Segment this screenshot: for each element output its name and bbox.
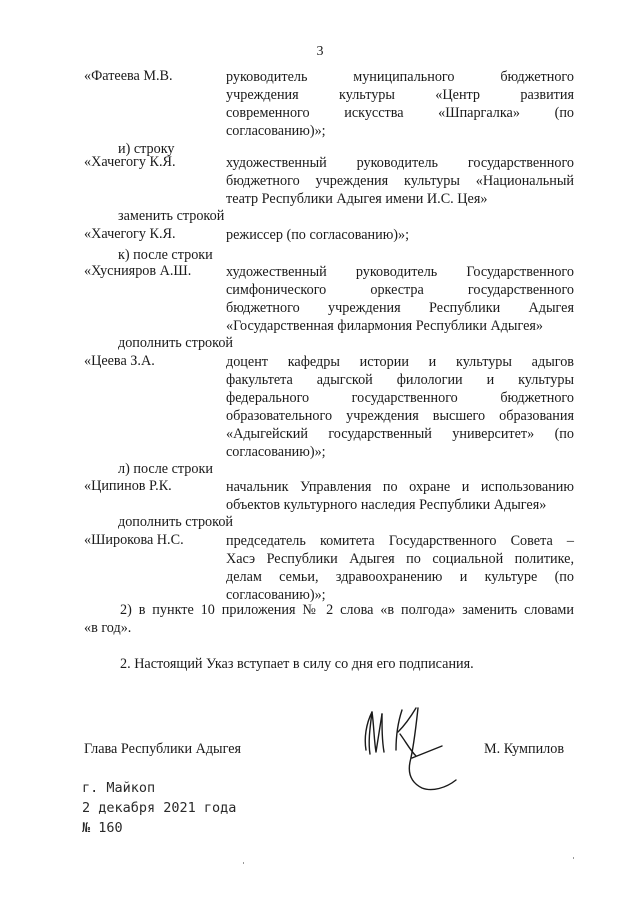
person-description — [226, 68, 574, 140]
description-line: режиссер (по согласованию)»; — [226, 227, 410, 243]
description-line: согласованию)»; — [226, 444, 326, 460]
description-line: современного искусства «Шпаргалка» (по — [226, 105, 574, 121]
scan-speck — [573, 857, 574, 859]
instruction-replace: заменить строкой — [118, 208, 225, 224]
description-line: доцент кафедры истории и культуры адыгов — [226, 354, 574, 370]
description-line: объектов культурного наследия Республики Адыгея» — [226, 497, 547, 513]
person-description — [226, 532, 574, 604]
handwritten-signature — [352, 700, 472, 795]
instruction-k: к) после строки — [118, 247, 213, 263]
description-line: театр Республики Адыгея имени И.С. Цея» — [226, 191, 488, 207]
page-number: 3 — [316, 44, 324, 59]
description-line: бюджетного учреждения культуры «Национальный — [226, 173, 574, 189]
paragraph-line: «в год». — [84, 620, 132, 636]
signatory-position: Глава Республики Адыгея — [84, 741, 242, 757]
description-line: согласованию)»; — [226, 587, 326, 603]
person-description — [226, 353, 574, 461]
article-2: 2. Настоящий Указ вступает в силу со дня его подписания. — [120, 656, 474, 672]
person-name: «Хачегогу К.Я. — [84, 226, 176, 242]
instruction-i: и) строку — [118, 141, 175, 157]
description-line: художественный руководитель Государственного — [226, 264, 574, 280]
description-line: Хасэ Республики Адыгея по социальной политике, — [226, 551, 574, 567]
person-name: «Цеева З.А. — [84, 353, 155, 369]
scan-speck — [243, 862, 244, 864]
person-description — [226, 154, 574, 208]
person-name: «Хуснияров А.Ш. — [84, 263, 192, 279]
description-line: делам семьи, здравоохранению и культуре (по — [226, 569, 574, 585]
person-description — [226, 263, 574, 335]
date-line: 2 декабря 2021 года — [82, 800, 237, 816]
person-name: «Ципинов Р.К. — [84, 478, 172, 494]
signatory-name: М. Кумпилов — [484, 741, 565, 757]
description-line: художественный руководитель государственного — [226, 155, 574, 171]
person-name: «Широкова Н.С. — [84, 532, 184, 548]
person-description — [226, 478, 574, 514]
person-description — [226, 226, 574, 244]
instruction-l: л) после строки — [118, 461, 213, 477]
paragraph-line: 2) в пункте 10 приложения № 2 слова «в полгода» заменить словами — [120, 602, 574, 618]
description-line: начальник Управления по охране и использованию — [226, 479, 574, 495]
description-line: руководитель муниципального бюджетного — [226, 69, 574, 85]
person-name: «Фатеева М.В. — [84, 68, 173, 84]
city-line: г. Майкоп — [82, 780, 156, 796]
paragraph-2 — [84, 601, 574, 637]
instruction-add: дополнить строкой — [118, 514, 234, 530]
person-name: «Хачегогу К.Я. — [84, 154, 176, 170]
description-line: «Адыгейский государственный университет» (по — [226, 426, 574, 442]
instruction-add: дополнить строкой — [118, 335, 234, 351]
number-line: № 160 — [82, 820, 123, 836]
description-line: бюджетного учреждения Республики Адыгея — [226, 300, 574, 316]
description-line: согласованию)»; — [226, 123, 326, 139]
description-line: образовательного учреждения высшего образования — [226, 408, 574, 424]
description-line: федерального государственного бюджетного — [226, 390, 574, 406]
description-line: симфонического оркестра государственного — [226, 282, 574, 298]
description-line: учреждения культуры «Центр развития — [226, 87, 574, 103]
description-line: факультета адыгской филологии и культуры — [226, 372, 574, 388]
description-line: председатель комитета Государственного Совета – — [226, 533, 574, 549]
description-line: «Государственная филармония Республики Адыгея» — [226, 318, 544, 334]
